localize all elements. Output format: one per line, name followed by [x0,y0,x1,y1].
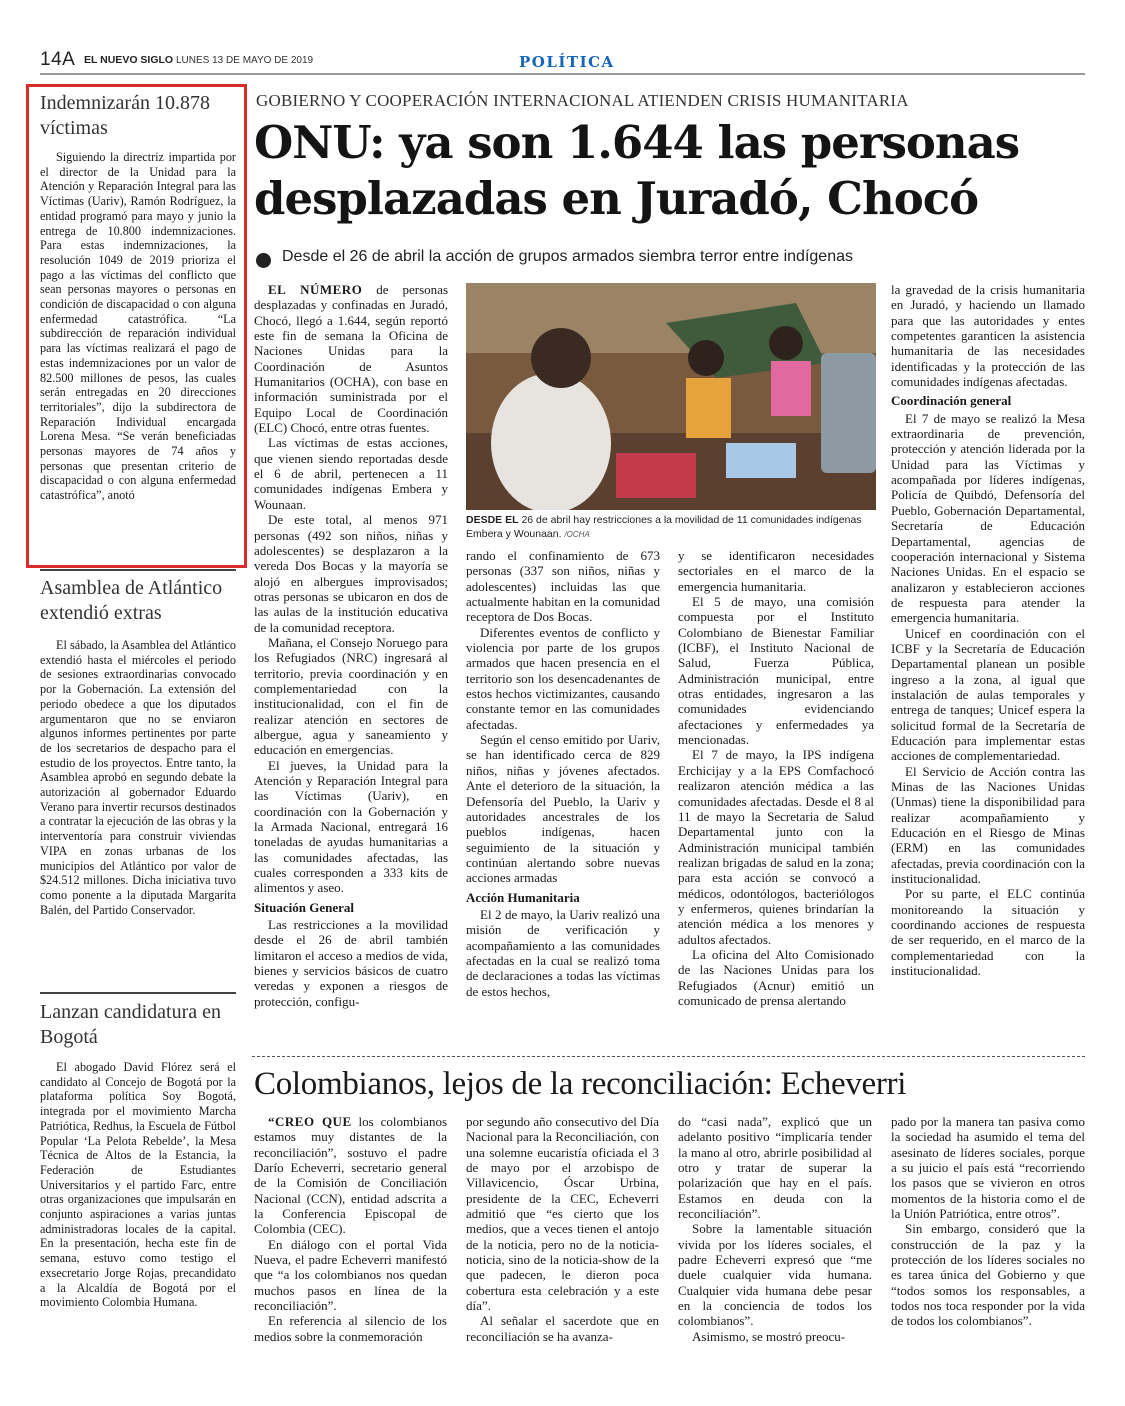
second-column-2 [466,1114,659,1344]
article-divider [252,1056,1085,1057]
article-column-1 [254,282,448,1009]
paragraph: El jueves, la Unidad para la Atención y Reparación Integral para las Víctimas (Uariv), en coordinación con la Gobernación y la Armada Nacional, entregará 16 toneladas de ayudas humanitarias a las comunidades afectadas, las cuales corresponden a 333 kits de alimentos y aseo. [254,757,448,896]
lead-in: “CREO QUE [268,1114,352,1129]
paragraph: Sin embargo, consideró que la construcción de la paz y la protección de los líderes sociales no es tarea única del Gobierno y que “todos somos los responsables, a todos nos toca responder por la vida de todos los colombianos”. [891,1221,1085,1329]
second-column-1 [254,1114,447,1344]
article-column-4 [891,282,1085,978]
issue-date: LUNES 13 DE MAYO DE 2019 [176,55,314,66]
header-rule [40,73,1085,75]
sidebar-divider [40,569,236,571]
paragraph: de personas desplazadas y confinadas en Juradó, Chocó, llegó a 1.644, según reportó este fin de semana la Oficina de Naciones Unidas para la Coordinación de Asuntos Humanitarios (OCHA), con base en información suministrada por el Equipo Local de Coordinación (ELC) Chocó, entre otras fuentes. [254,282,449,436]
paragraph: do “casi nada”, explicó que un adelanto positivo “implicaría tender la mano al otro, abrirle posibilidad al otro y tratar de superar la polarización que hay en el país. Estamos en deuda con la reconciliación”. [678,1114,872,1222]
kicker: GOBIERNO Y COOPERACIÓN INTERNACIONAL ATIENDEN CRISIS HUMANITARIA [256,91,909,110]
masthead: EL NUEVO SIGLO [84,54,174,66]
sidebar-divider [40,992,236,994]
caption-lead: DESDE EL [466,514,519,526]
subhead: Acción Humanitaria [466,889,580,905]
photo-credit: /OCHA [564,529,590,539]
second-headline: Colombianos, lejos de la reconciliación: Echeverri [254,1066,907,1102]
sidebar-headline-1: Indemnizarán 10.878 víctimas [40,92,210,139]
paragraph: y se identificaron necesidades sectoriales en el marco de la emergencia humanitaria. [678,548,874,594]
sidebar-text-3: El abogado David Flórez será el candidato al Concejo de Bogotá por la plataforma política Soy Bogotá, integrada por el movimiento Marcha Patriótica, Redhus, la Escuela de Fútbol Popular ‘La Pelota Rebelde’, la Mesa Técnica de Altos de la Estancia, la Federación de Estudiantes Universitarios y el partido Farc, entre otras organizaciones que impulsarán en conjunto aspiraciones a varias juntas administradoras locales de la capital. En la presentación, hecha este fin de semana, estuvo como testigo el exsecretario Jorge Rojas, precandidato a la Alcaldía de Bogotá por el movimiento Colombia Humana. [40,1060,236,1310]
paragraph: En referencia al silencio de los medios sobre la conmemoración [254,1313,447,1344]
paragraph: El 7 de mayo se realizó la Mesa extraordinaria de prevención, protección y atención liderada por la Unidad para las Víctimas y acompañada por líderes indígenas, Policía de Quibdó, Defensoría del Pueblo, Gobernación Departamental, Secretaría de Educación Departamental, agencias de cooperación internacional y Sistema Naciones Unidas. En el espacio se analizaron y establecieron acciones de respuesta para atender la emergencia humanitaria. [891,410,1085,626]
paragraph: Las restricciones a la movilidad desde el 26 de abril también limitaron el acceso a medios de vida, bienes y servicios básicos de cuatro veredas y exponen a riesgos de protección, configu- [254,917,448,1009]
paragraph: Sobre la lamentable situación vivida por los líderes sociales, el padre Echeverri expresó que “me duele cualquier vida humana. Cualquier vida humana debe pesar en la conciencia de todos los colombianos”. [678,1221,872,1329]
main-headline: ONU: ya son 1.644 las personas desplazadas en Juradó, Chocó [254,116,1020,225]
news-photo [466,283,876,510]
paragraph: El 2 de mayo, la Uariv realizó una misión de verificación y acompañamiento a las comunidades afectadas en la cual se realizó toma de declaraciones a todas las víctimas de estos hechos, [466,906,660,999]
paragraph: pado por la manera tan pasiva como la sociedad ha asumido el tema del asesinato de líderes sociales, porque a su juicio el país está “recorriendo los pasos que se vivieron en otros momentos de la historia como el de la Unión Patriótica, entre otros”. [891,1114,1085,1222]
bullet-icon [256,253,271,268]
paragraph: El Servicio de Acción contra las Minas de las Naciones Unidas (Unmas) tiene la disponibilidad para realizar acompañamiento y Educación en el Riesgo de Minas (ERM) en las comunidades afectadas, previa coordinación con la institucionalidad. [891,763,1085,887]
paragraph: El 7 de mayo, la IPS indígena Erchicijay y a la EPS Comfachocó realizaron atención médica a las comunidades afectadas. Desde el 8 al 11 de mayo la Secretaria de Salud Departamental junto con la Administración municipal también realizan brigadas de salud en la zona; para esta acción se convocó a médicos, odontólogos, bacteriólogos y enfermeros, quienes brindarían la atención médica a los menores y adultos afectados. [678,747,874,947]
paragraph: La oficina del Alto Comisionado de las Naciones Unidas para los Refugiados (Acnur) emitió un comunicado de prensa alertando [678,946,874,1008]
paragraph: la gravedad de la crisis humanitaria en Juradó, y haciendo un llamado para que las autoridades y entes competentes garanticen la asistencia humanitaria de las necesidades identificadas y la protección de las comunidades indígenas afectadas. [891,282,1085,390]
paragraph: Según el censo emitido por Uariv, se han identificado cerca de 829 niños, niñas y jóvenes afectados. Ante el deterioro de la situación, la Defensoría del Pueblo, la Uariv y autoridades ancestrales de los pueblos indígenas, hacen seguimiento de la situación y continúan alertando sobre nuevas acciones armadas [466,732,660,886]
article-column-2 [466,548,660,999]
photo-caption [466,514,876,541]
paragraph: De este total, al menos 971 personas (492 son niños, niñas y adolescentes) se desplazaron a la vereda Dos Bocas y la mayoría se alojó en albergues improvisados; otras personas se ubicaron en dos de las aulas de la institución educativa de la comunidad receptora. [254,512,448,635]
subhead: Situación General [254,899,355,915]
paragraph: por segundo año consecutivo del Día Nacional para la Reconciliación, con una solemne eucaristía oficiada el 3 de mayo por el arzobispo de Villavicencio, Óscar Urbina, presidente de la CEC, Echeverri admitió que “es cierto que los medios, que a veces tienen el antojo de la noticia, pero no de la noticia-noticia, sino de la noticia-show de la que padecen, le dieron poca cobertura esta celebración y a este día”. [466,1114,659,1314]
sidebar-headline-3: Lanzan candidatura en Bogotá [40,1001,222,1048]
sidebar-text-1: Siguiendo la directriz impartida por el director de la Unidad para la Atención y Reparación Integral para las Víctimas (Uariv), Ramón Rodríguez, la entidad programó para mayo y junio la entrega de 10.800 indemnizaciones. Para estas indemnizaciones, la resolución 1049 de 2019 prioriza el pago a las víctimas del conflicto que sean personas mayores o personas en condición de discapacidad o con alguna enfermedad catastrófica. “La subdirección de reparación individual para las víctimas realizará el pago de estas indemnizaciones por un valor de 82.500 millones de pesos, las cuales serán entregadas en 20 direcciones territoriales”, dijo la subdirectora de Reparación Individual encargada Lorena Mesa. “Se verán beneficiadas personas mayores de 74 años y personas que presentan criterio de discapacidad o con alguna enfermedad catastrófica”, anotó [40,150,236,503]
paragraph: Diferentes eventos de conflicto y violencia por parte de los grupos armados que hacen presencia en el territorio son los desencadenantes de estos hechos victimizantes, causando constante temor en las comunidades afectadas. [466,624,660,732]
paragraph: rando el confinamiento de 673 personas (337 son niños, niñas y adolescentes) incluidas las que actualmente habitan en la comunidad receptora de Dos Bocas. [466,548,660,625]
subheadline: Desde el 26 de abril la acción de grupos armados siembra terror entre indígenas [282,248,853,265]
paragraph: Mañana, el Consejo Noruego para los Refugiados (NRC) ingresará al territorio, previa coordinación y en complementariedad con la institucionalidad, con el fin de realizar atención en sectores de albergue, agua y saneamiento y educación en emergencias. [254,634,448,758]
page-number: 14A [40,49,76,70]
paragraph: Al señalar el sacerdote que en reconciliación se ha avanza- [466,1313,659,1344]
paragraph: Las víctimas de estas acciones, que vienen siendo reportadas desde el 6 de abril, pertenecen a 11 comunidades indígenas Embera y Wounaan. [254,435,448,512]
lead-in: EL NÚMERO [268,282,363,297]
second-column-4 [891,1114,1085,1329]
article-column-3 [678,548,874,1008]
paragraph: Unicef en coordinación con el ICBF y la Secretaría de Educación Departamental planean un posible ingreso a la zona, al igual que instalación de aulas temporales y entrega de tanques; Unicef espera la solicitud formal de la Secretaría de Educación para implementar estas acciones de complementariedad. [891,625,1085,764]
subhead: Coordinación general [891,393,1012,409]
paragraph: los colombianos estamos muy distantes de la reconciliación”, sostuvo el padre Darío Echeverri, secretario general de la Comisión de Conciliación Nacional (CCN), entidad adscrita a la Conferencia Episcopal de Colombia (CEC). [254,1114,448,1237]
paragraph: Por su parte, el ELC continúa monitoreando la situación y coordinando acciones de respuesta de ser requerido, en el marco de la complementariedad con la institucionalidad. [891,886,1085,979]
paragraph: El 5 de mayo, una comisión compuesta por el Instituto Colombiano de Bienestar Familiar (ICBF), el Instituto Nacional de Salud, Fuerza Pública, Administración municipal, entre otras entidades, ingresaron a las comunidades evidenciando afectaciones y enfermedades ya mencionadas. [678,594,874,748]
section-name: POLÍTICA [519,53,615,71]
second-column-3 [678,1114,872,1344]
paragraph: Asimismo, se mostró preocu- [692,1328,846,1344]
paragraph: En diálogo con el portal Vida Nueva, el padre Echeverri manifestó que “a los colombianos nos quedan muchos pasos en línea de la reconciliación”. [254,1236,447,1314]
sidebar-text-2: El sábado, la Asamblea del Atlántico extendió hasta el miércoles el periodo de sesiones extraordinarias convocado por la Gobernación. La extensión del periodo obedece a que los diputados argumentaron que no se enviaron algunos informes pertinentes por parte de los secretarios de despacho para el estudio de los proyectos. Entre tanto, la Asamblea aprobó en segundo debate la autorización al gobernador Eduardo Verano para invertir recursos destinados a contratar la ejecución de las obras y la interventoría para construir viviendas VIPA en zonas urbanas de los municipios del Atlántico por valor de $24.512 millones. Dicha iniciativa tuvo como ponente a la diputada Margarita Balén, del Partido Conservador. [40,638,236,917]
caption-text: 26 de abril hay restricciones a la movilidad de 11 comunidades indígenas Embera y Wounaan. [466,514,862,540]
sidebar-headline-2: Asamblea de Atlántico extendió extras [40,577,223,624]
